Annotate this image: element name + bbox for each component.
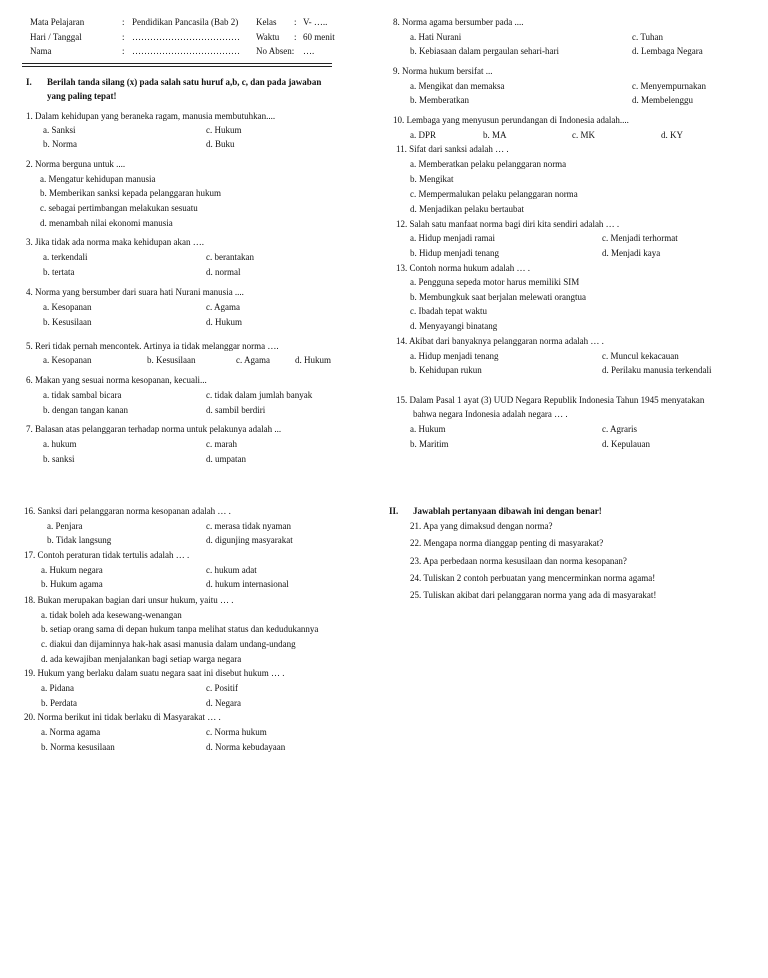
- question-4-option-c[interactable]: c. Agama: [206, 302, 240, 312]
- question-15-continued: bahwa negara Indonesia adalah negara … .: [413, 409, 568, 419]
- question-18-option-d[interactable]: d. ada kewajiban menjalankan bagi setiap warga negara: [41, 654, 242, 664]
- question-9-option-a[interactable]: a. Mengikat dan memaksa: [410, 81, 505, 91]
- question-20-option-a[interactable]: a. Norma agama: [41, 727, 101, 737]
- question-1-option-b[interactable]: b. Norma: [43, 139, 77, 149]
- question-4-option-a[interactable]: a. Kesopanan: [43, 302, 92, 312]
- header-divider-bottom: [22, 66, 332, 67]
- question-8-option-d[interactable]: d. Lembaga Negara: [632, 46, 703, 56]
- question-20: 20. Norma berikut ini tidak berlaku di Masyarakat … .: [24, 712, 221, 722]
- question-13-option-b[interactable]: b. Membungkuk saat berjalan melewati orangtua: [410, 292, 586, 302]
- section1-instruction-line1: Berilah tanda silang (x) pada salah satu huruf a,b, c, dan pada jawaban: [47, 77, 322, 87]
- class-value: V- …..: [303, 17, 328, 27]
- name-colon: :: [122, 46, 125, 56]
- question-11-option-c[interactable]: c. Mempermalukan pelaku pelanggaran norma: [410, 189, 578, 199]
- question-16-option-a[interactable]: a. Penjara: [47, 521, 83, 531]
- essay-question-25: 25. Tuliskan akibat dari pelanggaran norma yang ada di masyarakat!: [410, 590, 657, 600]
- question-17-option-a[interactable]: a. Hukum negara: [41, 565, 103, 575]
- question-18: 18. Bukan merupakan bagian dari unsur hukum, yaitu … .: [24, 595, 234, 605]
- question-9-option-d[interactable]: d. Membelenggu: [632, 95, 693, 105]
- date-label: Hari / Tanggal: [30, 32, 82, 42]
- time-value: 60 menit: [303, 32, 335, 42]
- question-15-option-d[interactable]: d. Kepulauan: [602, 439, 650, 449]
- question-6-option-a[interactable]: a. tidak sambal bicara: [43, 390, 122, 400]
- question-9-option-b[interactable]: b. Memberatkan: [410, 95, 469, 105]
- question-1-option-a[interactable]: a. Sanksi: [43, 125, 76, 135]
- question-15-option-a[interactable]: a. Hukum: [410, 424, 446, 434]
- question-16-option-c[interactable]: c. merasa tidak nyaman: [206, 521, 291, 531]
- question-9: 9. Norma hukum bersifat ...: [393, 66, 493, 76]
- question-12-option-a[interactable]: a. Hidup menjadi ramai: [410, 233, 495, 243]
- question-4-option-b[interactable]: b. Kesusilaan: [43, 317, 92, 327]
- question-16-option-d[interactable]: d. digunjing masyarakat: [206, 535, 293, 545]
- question-2: 2. Norma berguna untuk ....: [26, 159, 126, 169]
- essay-question-22: 22. Mengapa norma dianggap penting di masyarakat?: [410, 538, 604, 548]
- question-5-option-c[interactable]: c. Agama: [236, 355, 270, 365]
- question-6-option-d[interactable]: d. sambil berdiri: [206, 405, 266, 415]
- question-20-option-d[interactable]: d. Norma kebudayaan: [206, 742, 286, 752]
- question-3: 3. Jika tidak ada norma maka kehidupan akan ….: [26, 237, 204, 247]
- question-16-option-b[interactable]: b. Tidak langsung: [47, 535, 112, 545]
- question-1-option-c[interactable]: c. Hukum: [206, 125, 242, 135]
- absen-label: No Absen:: [256, 46, 295, 56]
- question-19-option-b[interactable]: b. Perdata: [41, 698, 77, 708]
- question-5-option-d[interactable]: d. Hukum: [295, 355, 331, 365]
- question-6: 6. Makan yang sesuai norma kesopanan, kecuali...: [26, 375, 207, 385]
- question-14-option-b[interactable]: b. Kehidupan rukun: [410, 365, 482, 375]
- question-1-option-d[interactable]: d. Buku: [206, 139, 235, 149]
- question-19-option-c[interactable]: c. Positif: [206, 683, 239, 693]
- question-8-option-b[interactable]: b. Kebiasaan dalam pergaulan sehari-hari: [410, 46, 560, 56]
- class-colon: :: [294, 17, 297, 27]
- subject-colon: :: [122, 17, 125, 27]
- question-10-option-d[interactable]: d. KY: [661, 130, 683, 140]
- essay-question-24: 24. Tuliskan 2 contoh perbuatan yang mencerminkan norma agama!: [410, 573, 656, 583]
- section1-instruction-line2: yang paling tepat!: [47, 91, 117, 101]
- question-3-option-c[interactable]: c. berantakan: [206, 252, 254, 262]
- question-9-option-c[interactable]: c. Menyempurnakan: [632, 81, 706, 91]
- question-8-option-c[interactable]: c. Tuhan: [632, 32, 664, 42]
- name-label: Nama: [30, 46, 52, 56]
- question-5-option-a[interactable]: a. Kesopanan: [43, 355, 92, 365]
- date-colon: :: [122, 32, 125, 42]
- question-14-option-c[interactable]: c. Muncul kekacauan: [602, 351, 679, 361]
- essay-question-21: 21. Apa yang dimaksud dengan norma?: [410, 521, 553, 531]
- question-2-option-d[interactable]: d. menambah nilai ekonomi manusia: [40, 218, 173, 228]
- question-18-option-b[interactable]: b. setiap orang sama di depan hukum tanpa melihat status dan kedudukannya: [41, 624, 319, 634]
- question-19: 19. Hukum yang berlaku dalam suatu negara saat ini disebut hukum … .: [24, 668, 285, 678]
- question-15: 15. Dalam Pasal 1 ayat (3) UUD Negara Republik Indonesia Tahun 1945 menyatakan: [396, 395, 705, 405]
- question-20-option-c[interactable]: c. Norma hukum: [206, 727, 267, 737]
- question-8: 8. Norma agama bersumber pada ....: [393, 17, 524, 27]
- question-4-option-d[interactable]: d. Hukum: [206, 317, 242, 327]
- question-2-option-c[interactable]: c. sebagai pertimbangan melakukan sesuatu: [40, 203, 198, 213]
- question-3-option-a[interactable]: a. terkendali: [43, 252, 88, 262]
- question-5: 5. Reri tidak pernah mencontek. Artinya ia tidak melanggar norma ….: [26, 341, 279, 351]
- question-3-option-b[interactable]: b. tertata: [43, 267, 75, 277]
- question-7: 7. Balasan atas pelanggaran terhadap norma untuk pelakunya adalah ...: [26, 424, 282, 434]
- question-12: 12. Salah satu manfaat norma bagi diri kita sendiri adalah … .: [396, 219, 620, 229]
- question-4: 4. Norma yang bersumber dari suara hati Nurani manusia ....: [26, 287, 244, 297]
- absen-value: ….: [303, 46, 315, 56]
- question-12-option-d[interactable]: d. Menjadi kaya: [602, 248, 661, 258]
- name-value: ………………………………: [132, 46, 240, 56]
- time-colon: :: [294, 32, 297, 42]
- question-13-option-d[interactable]: d. Menyayangi binatang: [410, 321, 498, 331]
- section2-instruction: Jawablah pertanyaan dibawah ini dengan benar!: [413, 506, 602, 516]
- question-3-option-d[interactable]: d. normal: [206, 267, 241, 277]
- question-20-option-b[interactable]: b. Norma kesusilaan: [41, 742, 115, 752]
- question-13-option-a[interactable]: a. Pengguna sepeda motor harus memiliki SIM: [410, 277, 580, 287]
- subject-value: Pendidikan Pancasila (Bab 2): [132, 17, 239, 27]
- question-10-option-b[interactable]: b. MA: [483, 130, 507, 140]
- question-7-option-d[interactable]: d. umpatan: [206, 454, 246, 464]
- question-12-option-b[interactable]: b. Hidup menjadi tenang: [410, 248, 499, 258]
- question-6-option-b[interactable]: b. dengan tangan kanan: [43, 405, 128, 415]
- question-2-option-b[interactable]: b. Memberikan sanksi kepada pelanggaran hukum: [40, 188, 221, 198]
- question-10: 10. Lembaga yang menyusun perundangan di Indonesia adalah....: [393, 115, 629, 125]
- section2-numeral: II.: [389, 506, 399, 516]
- question-19-option-a[interactable]: a. Pidana: [41, 683, 74, 693]
- question-14-option-a[interactable]: a. Hidup menjadi tenang: [410, 351, 499, 361]
- section1-numeral: I.: [26, 77, 32, 87]
- question-15-option-c[interactable]: c. Agraris: [602, 424, 637, 434]
- question-2-option-a[interactable]: a. Mengatur kehidupan manusia: [40, 174, 156, 184]
- question-15-option-b[interactable]: b. Maritim: [410, 439, 449, 449]
- date-value: ………………………………: [132, 32, 240, 42]
- question-8-option-a[interactable]: a. Hati Nurani: [410, 32, 462, 42]
- question-17: 17. Contoh peraturan tidak tertulis adalah … .: [24, 550, 190, 560]
- question-17-option-d[interactable]: d. hukum internasional: [206, 579, 289, 589]
- question-17-option-c[interactable]: c. hukum adat: [206, 565, 257, 575]
- question-16: 16. Sanksi dari pelanggaran norma kesopanan adalah … .: [24, 506, 231, 516]
- question-14: 14. Akibat dari banyaknya pelanggaran norma adalah … .: [396, 336, 604, 346]
- question-7-option-b[interactable]: b. sanksi: [43, 454, 75, 464]
- question-19-option-d[interactable]: d. Negara: [206, 698, 241, 708]
- question-11: 11. Sifat dari sanksi adalah … .: [396, 144, 509, 154]
- question-18-option-c[interactable]: c. diakui dan dijaminnya hak-hak asasi manusia dalam undang-undang: [41, 639, 296, 649]
- essay-question-23: 23. Apa perbedaan norma kesusilaan dan norma kesopanan?: [410, 556, 627, 566]
- question-11-option-a[interactable]: a. Memberatkan pelaku pelanggaran norma: [410, 159, 567, 169]
- question-1: 1. Dalam kehidupan yang beraneka ragam, manusia membutuhkan....: [26, 111, 276, 121]
- question-11-option-b[interactable]: b. Mengikat: [410, 174, 454, 184]
- question-10-option-c[interactable]: c. MK: [572, 130, 595, 140]
- class-label: Kelas: [256, 17, 277, 27]
- question-7-option-c[interactable]: c. marah: [206, 439, 237, 449]
- header-divider-top: [22, 63, 332, 64]
- question-18-option-a[interactable]: a. tidak boleh ada kesewang-wenangan: [41, 610, 182, 620]
- question-10-option-a[interactable]: a. DPR: [410, 130, 437, 140]
- question-14-option-d[interactable]: d. Perilaku manusia terkendali: [602, 365, 712, 375]
- time-label: Waktu: [256, 32, 280, 42]
- question-13-option-c[interactable]: c. Ibadah tepat waktu: [410, 306, 487, 316]
- question-6-option-c[interactable]: c. tidak dalam jumlah banyak: [206, 390, 313, 400]
- question-12-option-c[interactable]: c. Menjadi terhormat: [602, 233, 678, 243]
- question-11-option-d[interactable]: d. Menjadikan pelaku bertaubat: [410, 204, 524, 214]
- subject-label: Mata Pelajaran: [30, 17, 85, 27]
- question-13: 13. Contoh norma hukum adalah … .: [396, 263, 530, 273]
- question-5-option-b[interactable]: b. Kesusilaan: [147, 355, 196, 365]
- question-7-option-a[interactable]: a. hukum: [43, 439, 77, 449]
- question-17-option-b[interactable]: b. Hukum agama: [41, 579, 103, 589]
